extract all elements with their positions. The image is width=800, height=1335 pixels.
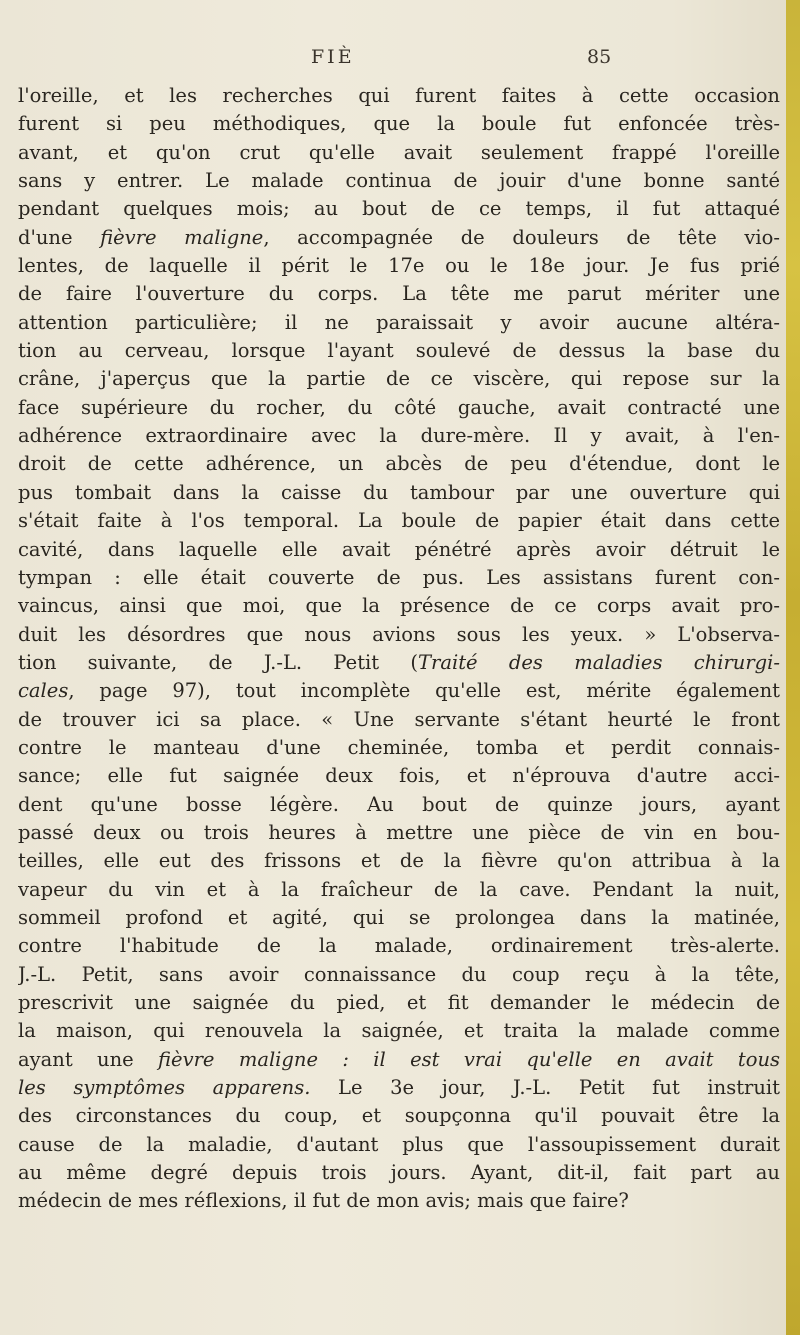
page-header [0, 46, 790, 80]
text-line [18, 989, 780, 1017]
text-run: dent qu'une bosse légère. Au bout de quinze jours, ayant [18, 792, 780, 816]
text-run: s'était faite à l'os temporal. La boule de papier était dans cette [18, 509, 780, 533]
text-run: tympan : elle était couverte de pus. Les assistans furent con- [18, 565, 780, 589]
text-run: tion au cerveau, lorsque l'ayant soulevé de dessus la base du [18, 339, 780, 363]
text-run: l'oreille, et les recherches qui furent faites à cette occasion [18, 84, 780, 107]
text-run: sans y entrer. Le malade continua de jouir d'une bonne santé [18, 169, 780, 193]
text-run: avant, et qu'on crut qu'elle avait seulement frappé l'oreille [18, 140, 780, 164]
text-line [18, 394, 780, 422]
text-run: prescrivit une saignée du pied, et fit demander le médecin de [18, 991, 780, 1014]
text-run: face supérieure du rocher, du côté gauche, avait contracté une [18, 395, 780, 419]
text-run: attention particulière; il ne paraissait y avoir aucune altéra- [18, 310, 780, 334]
text-line [18, 1074, 780, 1102]
text-line [18, 961, 780, 989]
text-line [18, 621, 780, 649]
text-line [18, 791, 780, 819]
text-run: de faire l'ouverture du corps. La tête me parut mériter une [18, 282, 780, 306]
text-line [18, 365, 780, 393]
text-line [18, 280, 780, 308]
text-line [18, 1131, 780, 1159]
text-line [18, 337, 780, 365]
text-run: lentes, de laquelle il périt le 17e ou le 18e jour. Je fus prié [18, 254, 780, 278]
text-run: sance; elle fut saignée deux fois, et n'éprouva d'autre acci- [18, 764, 780, 788]
text-run: ayant une [18, 1047, 159, 1071]
text-run: tion suivante, de J.-L. Petit ( [18, 650, 419, 674]
text-run: sommeil profond et agité, qui se prolongea dans la matinée, [18, 905, 780, 929]
text-line [18, 422, 780, 450]
text-line [18, 1187, 780, 1215]
text-line [18, 167, 780, 195]
text-run: passé deux ou trois heures à mettre une pièce de vin en bou- [18, 820, 780, 844]
text-run: pus tombait dans la caisse du tambour par une ouverture qui [18, 480, 780, 504]
text-line [18, 1102, 780, 1130]
text-line [18, 876, 780, 904]
italic-run: Traité des maladies chirurgi- [418, 650, 780, 674]
text-line [18, 507, 780, 535]
text-run: des circonstances du coup, et soupçonna qu'il pouvait être la [18, 1104, 780, 1128]
text-line [18, 139, 780, 167]
text-run: cavité, dans laquelle elle avait pénétré après avoir détruit le [18, 537, 780, 561]
text-run: d'une [18, 225, 101, 249]
text-line [18, 564, 780, 592]
text-line [18, 1159, 780, 1187]
text-run: au même degré depuis trois jours. Ayant, dit-il, fait part au [18, 1161, 780, 1185]
italic-run: fièvre maligne [100, 225, 264, 249]
text-line [18, 82, 780, 110]
text-run: adhérence extraordinaire avec la dure-mère. Il y avait, à l'en- [18, 424, 780, 448]
text-run: contre le manteau d'une cheminée, tomba et perdit connais- [18, 735, 780, 759]
text-line [18, 450, 780, 478]
text-run: duit les désordres que nous avions sous les yeux. » L'observa- [18, 622, 780, 646]
text-run: de trouver ici sa place. « Une servante s'étant heurté le front [18, 707, 780, 731]
text-run: vaincus, ainsi que moi, que la présence de ce corps avait pro- [18, 594, 780, 618]
text-line [18, 1046, 780, 1074]
text-line [18, 706, 780, 734]
text-line [18, 649, 780, 677]
text-line [18, 224, 780, 252]
text-line [18, 677, 780, 705]
italic-run: les symptômes apparens. [18, 1076, 311, 1100]
text-line [18, 1017, 780, 1045]
text-run: la maison, qui renouvela la saignée, et traita la malade comme [18, 1019, 780, 1043]
text-line [18, 734, 780, 762]
text-line [18, 592, 780, 620]
text-line [18, 309, 780, 337]
text-line [18, 932, 780, 960]
text-run: crâne, j'aperçus que la partie de ce viscère, qui repose sur la [18, 367, 780, 391]
text-run: Le 3e jour, J.-L. Petit fut instruit [310, 1076, 780, 1100]
text-line [18, 847, 780, 875]
text-run: cause de la maladie, d'autant plus que l'assoupissement durait [18, 1132, 780, 1156]
text-run: furent si peu méthodiques, que la boule fut enfoncée très- [18, 112, 780, 136]
text-run: pendant quelques mois; au bout de ce temps, il fut attaqué [18, 197, 780, 221]
text-line [18, 252, 780, 280]
page-number: 85 [587, 46, 612, 68]
running-head: FIÈ [311, 46, 355, 68]
text-run: , accompagnée de douleurs de tête vio- [263, 225, 780, 249]
text-run: vapeur du vin et à la fraîcheur de la cave. Pendant la nuit, [18, 877, 780, 901]
page-edge [786, 0, 800, 1335]
text-line [18, 195, 780, 223]
text-run: contre l'habitude de la malade, ordinairement très-alerte. [18, 934, 780, 958]
text-line [18, 819, 780, 847]
text-line [18, 904, 780, 932]
text-line [18, 479, 780, 507]
text-run: , page 97), tout incomplète qu'elle est, mérite également [68, 679, 780, 703]
text-line [18, 536, 780, 564]
text-run: médecin de mes réflexions, il fut de mon avis; mais que faire? [18, 1189, 629, 1213]
text-run: J.-L. Petit, sans avoir connaissance du coup reçu à la tête, [18, 962, 780, 986]
text-run: teilles, elle eut des frissons et de la fièvre qu'on attribua à la [18, 849, 780, 873]
text-line [18, 762, 780, 790]
italic-run: fièvre maligne : il est vrai qu'elle en avait tous [158, 1047, 780, 1071]
text-run: droit de cette adhérence, un abcès de peu d'étendue, dont le [18, 452, 780, 476]
italic-run: cales [18, 679, 69, 703]
body-text [18, 82, 780, 1216]
text-line [18, 110, 780, 138]
